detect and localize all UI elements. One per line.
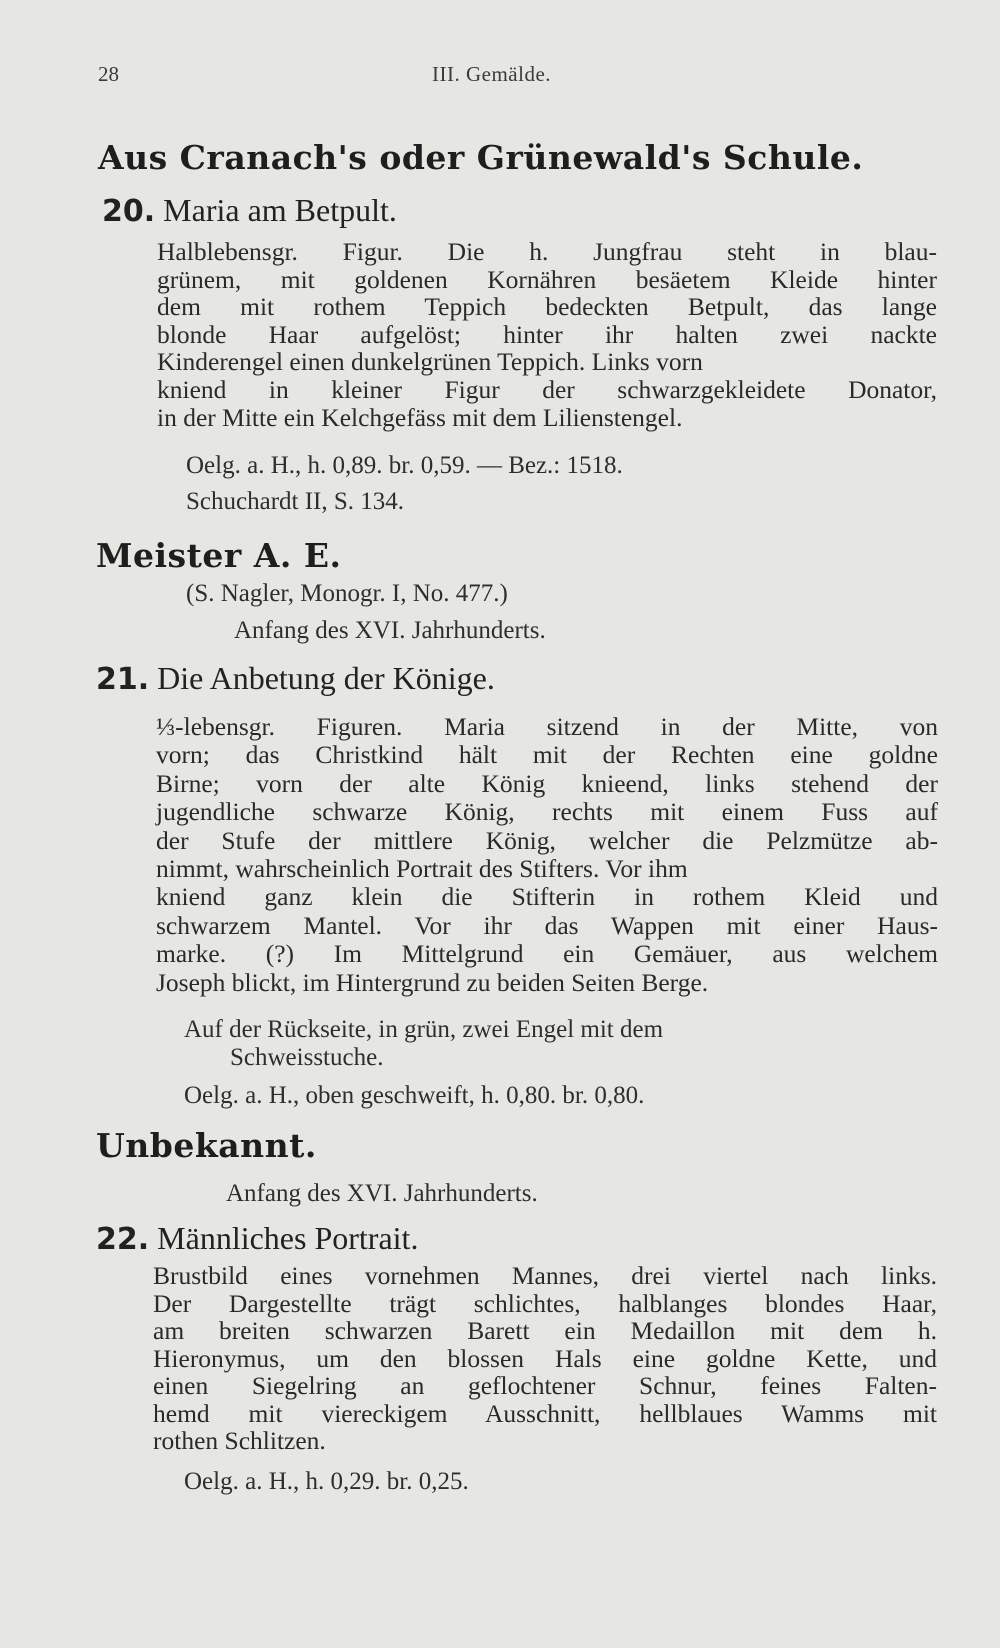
desc-line: jugendliche schwarze König, rechts mit einem Fuss auf xyxy=(156,797,938,827)
section-heading-unbekannt: Unbekannt. xyxy=(96,1126,317,1165)
entry-number: 21. xyxy=(96,662,150,697)
entry-title: Maria am Betpult. xyxy=(163,192,397,228)
desc-line: Kinderengel einen dunkelgrünen Teppich. Links vorn xyxy=(157,347,703,377)
period-note: Anfang des XVI. Jahrhunderts. xyxy=(234,617,546,644)
desc-line: dem mit rothem Teppich bedeckten Betpult, das lange xyxy=(157,292,937,322)
monogram-reference: (S. Nagler, Monogr. I, No. 477.) xyxy=(186,580,508,607)
entry-21-back-note-cont: Schweisstuche. xyxy=(230,1044,384,1071)
entry-21-heading xyxy=(96,660,495,697)
section-heading-cranach: Aus Cranach's oder Grünewald's Schule. xyxy=(98,138,864,177)
desc-line: Joseph blickt, im Hintergrund zu beiden Seiten Berge. xyxy=(156,967,709,997)
entry-22-medium: Oelg. a. H., h. 0,29. br. 0,25. xyxy=(184,1468,469,1495)
desc-line: kniend ganz klein die Stifterin in rothem Kleid und xyxy=(156,882,938,912)
desc-line: einen Siegelring an geflochtener Schnur, feines Falten- xyxy=(153,1371,937,1400)
entry-21-back-note: Auf der Rückseite, in grün, zwei Engel mit dem xyxy=(184,1016,664,1043)
desc-line: in der Mitte ein Kelchgefäss mit dem Lilienstengel. xyxy=(157,402,683,432)
desc-line: kniend in kleiner Figur der schwarzgekleidete Donator, xyxy=(157,374,937,404)
entry-20-medium: Oelg. a. H., h. 0,89. br. 0,59. — Bez.: 1518. xyxy=(186,452,623,479)
entry-20-description xyxy=(157,238,937,431)
entry-22-heading xyxy=(96,1220,418,1257)
entry-20-reference: Schuchardt II, S. 134. xyxy=(186,488,405,515)
running-title: III. Gemälde. xyxy=(432,62,552,86)
entry-number: 22. xyxy=(96,1222,150,1257)
section-heading-meister-ae: Meister A. E. xyxy=(96,536,342,575)
desc-line: rothen Schlitzen. xyxy=(153,1426,326,1455)
entry-20-heading xyxy=(102,192,397,229)
period-note: Anfang des XVI. Jahrhunderts. xyxy=(226,1180,538,1207)
desc-line: grünem, mit goldenen Kornähren besäetem Kleide hinter xyxy=(157,264,937,294)
desc-line: Der Dargestellte trägt schlichtes, halblanges blondes Haar, xyxy=(153,1288,937,1318)
desc-line: Birne; vorn der alte König knieend, links stehend der xyxy=(156,768,938,798)
page-number: 28 xyxy=(98,62,119,86)
desc-line: schwarzem Mantel. Vor ihr das Wappen mit einer Haus- xyxy=(156,910,938,940)
desc-line: am breiten schwarzen Barett ein Medaillon mit dem h. xyxy=(153,1316,937,1345)
entry-21-description xyxy=(156,713,938,997)
entry-number: 20. xyxy=(102,194,156,229)
desc-line: Hieronymus, um den blossen Hals eine goldne Kette, und xyxy=(153,1343,937,1373)
desc-line: Halblebensgr. Figur. Die h. Jungfrau steht in blau- xyxy=(157,237,937,266)
desc-line: nimmt, wahrscheinlich Portrait des Stifters. Vor ihm xyxy=(156,854,688,884)
desc-line: Brustbild eines vornehmen Mannes, drei viertel nach links. xyxy=(153,1261,937,1290)
entry-title: Männliches Portrait. xyxy=(157,1220,419,1256)
entry-title: Die Anbetung der Könige. xyxy=(157,660,495,696)
desc-line: marke. (?) Im Mittelgrund ein Gemäuer, aus welchem xyxy=(156,939,938,969)
desc-line: der Stufe der mittlere König, welcher die Pelzmütze ab- xyxy=(156,825,938,855)
desc-line: blonde Haar aufgelöst; hinter ihr halten zwei nackte xyxy=(157,319,937,349)
desc-line: hemd mit viereckigem Ausschnitt, hellblaues Wamms mit xyxy=(153,1398,937,1428)
desc-line: ⅓-lebensgr. Figuren. Maria sitzend in der Mitte, von xyxy=(156,712,938,741)
desc-line: vorn; das Christkind hält mit der Rechten eine goldne xyxy=(156,740,938,770)
entry-21-medium: Oelg. a. H., oben geschweift, h. 0,80. br. 0,80. xyxy=(184,1082,645,1109)
entry-22-description xyxy=(153,1262,937,1455)
